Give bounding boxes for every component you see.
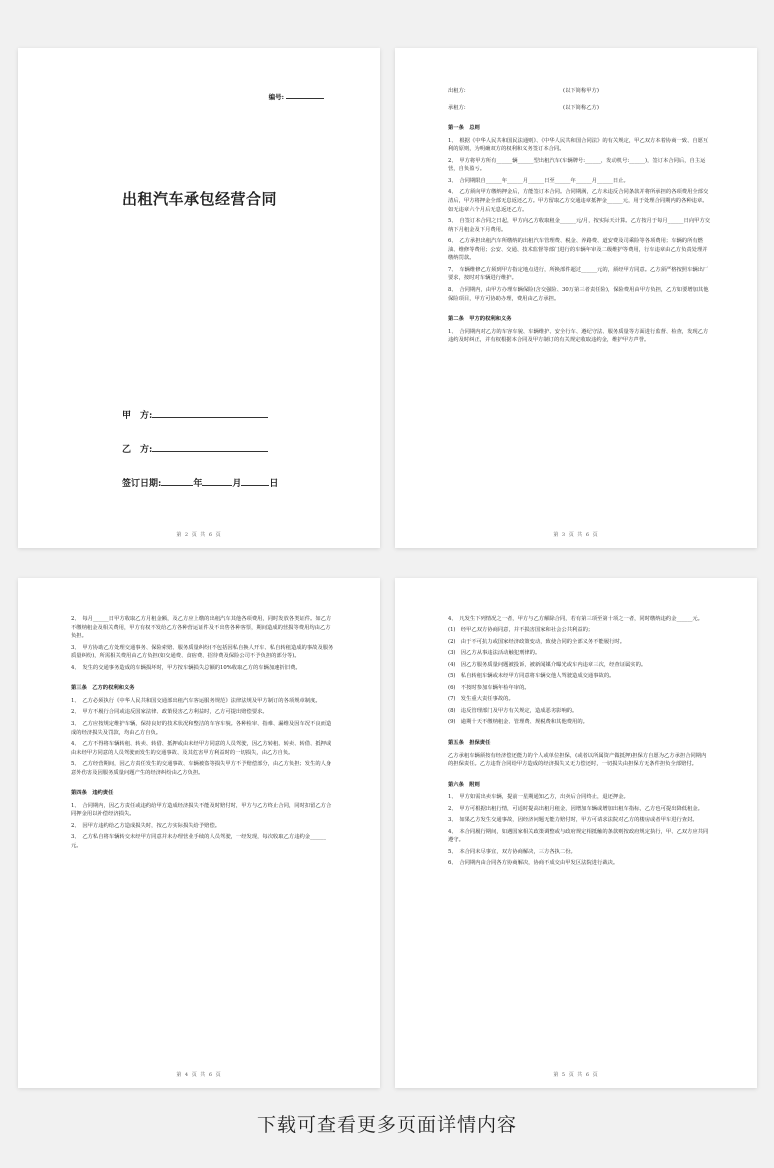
page-footer: 第 2 页 共 6 页 xyxy=(176,532,222,538)
clause: 3、 合同期限自______年______月______日至______年______月______日止。 xyxy=(448,177,629,184)
page-footer: 第 5 页 共 6 页 xyxy=(553,1072,599,1078)
section-heading: 第二条 甲方的权利和义务 xyxy=(448,316,512,323)
list-item: (7) 发生重大责任事故的。 xyxy=(448,696,514,703)
clause: 3、 如果乙方发生交通事故，因经济问题无能力赔付时，甲方可请求法院对乙方的楼房或者甲车进行查封。 xyxy=(448,817,698,824)
clause: 2、 甲方将甲方所有______辆______型出租汽车(车辆牌号:______，发动机号:______)，签订本合同后，自主运营，自负盈亏。 xyxy=(448,157,706,173)
clause: 8、 合同期内，由甲方办理车辆保险(含交强险、30万第三者责任险)，保险费用由甲方负担，乙方如要增加其他保险项目，甲方可协助办理，费用由乙方承担。 xyxy=(448,286,709,302)
clause: 4、 凡发生下列情况之一者，甲方与乙方解除合同，若有第三项至第十项之一者，同时缴纳违约金______元。 xyxy=(448,616,703,622)
clause: 1、 合同期内，因乙方责任或违约给甲方造成经济损失不能及时赔付时，甲方与乙方终止合同，同时扣留乙方合同押金用以补偿经济损失。 xyxy=(71,802,332,818)
party-b-line: 乙 方: xyxy=(122,442,268,455)
clause: 1、 甲方如需出卖车辆，提前一星期通知乙方，出卖后合同终止，退还押金。 xyxy=(448,794,629,801)
page-body xyxy=(71,615,334,853)
page-2 xyxy=(395,48,757,548)
clause: 5、 自签订本合同之日起，甲方向乙方收取租金______元/月，按实际天计算。乙方按月于每月______日向甲方交纳下月租金及下月费用。 xyxy=(448,218,711,233)
clause: 4、 发生的交通事务造成的车辆损坏时，甲方按车辆损失总额的10%收取乙方的车辆加速折旧费。 xyxy=(71,664,301,671)
page-body xyxy=(448,615,711,871)
list-item: (5) 私自转租车辆或未经甲方同意将车辆交他人驾驶造成交通事故的。 xyxy=(448,673,615,680)
clause: 5、 乙方经营期间，因乙方责任发生的交通事故、车辆被盗等损失甲方不予赔偿部分，由乙方负担；发生的人身意外伤害及因服务质量问题产生的经济纠纷由乙方负担。 xyxy=(71,761,332,776)
section-heading: 第一条 总则 xyxy=(448,125,480,132)
section-heading: 第六条 附则 xyxy=(448,781,480,788)
list-item: (2) 由于不可抗力或国家经济政策变动，致使合同的全部义务不能履行时。 xyxy=(448,638,626,645)
party-a-line: 甲 方: xyxy=(122,408,268,421)
download-caption: 下载可查看更多页面详情内容 xyxy=(256,1114,517,1136)
clause: 1、 根据《中华人民共和国民法通则》、《中华人民共和国合同法》的有关规定，甲乙双方本着协商一致、自愿互利的原则，为明确双方的权利和义务签订本合同。 xyxy=(448,137,709,153)
list-item: (9) 逾期十天不缴纳租金、管理费、规税费和其他费用的。 xyxy=(448,719,588,726)
list-item: (6) 不按时参加车辆年检年审的。 xyxy=(448,684,530,691)
lessee-line: 承租方: (以下简称乙方) xyxy=(448,104,599,111)
lessor-line: 出租方: (以下简称甲方) xyxy=(448,88,599,94)
clause: 4、 乙方不得将车辆转租、转卖、转借、抵押或由未经甲方同意的人员驾驶，因乙方转租、转卖、转借、抵押或由未经甲方同意的人员驾驶而发生的交通事故、及其危害甲方利益时的一切损失，由乙方自负。 xyxy=(71,740,332,756)
section-heading: 第五条 担保责任 xyxy=(448,739,491,746)
list-item: (4) 因乙方服务质量问题被投诉，被新闻媒介曝光或车内违章三次，经查证属实的。 xyxy=(448,661,647,668)
clause: 2、 甲方不履行合同或违反国家法律、政策侵害乙方利益时，乙方可提出赔偿要求。 xyxy=(71,709,268,716)
clause: 2、 因甲方违约给乙方造成损失时，按乙方实际损失给予赔偿。 xyxy=(71,822,221,829)
page-body xyxy=(448,87,711,348)
contract-title: 出租汽车承包经营合同 xyxy=(122,190,278,208)
clause: 6、 合同期内由合同各方协商解决，协商不成交由甲发区法院进行裁决。 xyxy=(448,860,619,867)
section-heading: 第四条 违约责任 xyxy=(71,790,114,797)
page-footer: 第 4 页 共 6 页 xyxy=(176,1072,222,1078)
clause: 6、 乙方承担出租汽车所缴纳的出租汽车管理费、税金、养路费、道安费及司乘险等各项费用；车辆的所有燃油、维修等费用；公安、交通、技术监督等部门进行的车辆年审及二级维护等费用，行车违章由乙方负责处理并缴纳罚款。 xyxy=(448,238,708,262)
clause: 7、 车辆维修乙方须到甲方指定地点进行，所换部件超过______元的，须经甲方同意。乙方须严格按照车辆出厂要求，按时对车辆进行维护。 xyxy=(448,266,709,282)
page-footer: 第 3 页 共 6 页 xyxy=(553,532,599,538)
page-4 xyxy=(395,578,757,1088)
clause: 乙方承租车辆须按有经济偿还能力的个人或单位担保，(或者以所属资产做抵押)担保方自愿为乙方承担合同期内的担保责任。乙方违背合同给甲方造成的经济损失又无力偿还时，一切损失由担保方无条件担负全部赔付。 xyxy=(448,752,707,768)
clause: 4、 乙方须向甲方缴纳押金后，方能签订本合同。合同期满，乙方未违反合同条款并将所承担的各项费用全部交清后，甲方将押金全部无息返还乙方。甲方留取乙方交通违章抵押金______元，用于处理合同期内的各种违章。如无违章六个月后无息返还乙方。 xyxy=(448,189,709,213)
sign-date-line: 签订日期: 年 月 日 xyxy=(122,479,279,489)
clause: 2、 甲方可根据出租行情，可适时提高出租月租金，因增加车辆或增加出租车指标，乙方也可提出降低租金。 xyxy=(448,805,703,812)
clause: 5、 本合同未尽事宜，双方协商解决，三方各执二份。 xyxy=(448,848,576,855)
clause: 3、 乙方私自将车辆转交未经甲方同意并未办理营业手续的人员驾驶，一经发现，每次收取乙方违约金______元。 xyxy=(71,834,326,849)
clause: 3、 甲方协助乙方处理交通事务、保险索赔、服务质量纠纷(不包括因私自换人开车、私自转租造成的事故及服务质量纠纷)，所需相关费用由乙方负担(如交通费、食宿费、招待费及保险公司不予负担的部分等)。 xyxy=(71,644,334,660)
number-blank xyxy=(286,98,324,99)
list-item: (8) 违反管理部门及甲方有关规定，造成恶劣影响的。 xyxy=(448,707,578,714)
clause: 2、 每月______日甲方收取乙方月租金额，及乙方应上缴的出租汽车其他各项费用，同时发放各类证件。如乙方不缴纳租金及相关费用，甲方有权不发给乙方各种营运证件及不出售各种客票，期间造成的营损等费用均由乙方负担。 xyxy=(71,616,332,640)
contract-number: 编号: xyxy=(269,92,324,101)
section-heading: 第三条 乙方的权利和义务 xyxy=(71,685,135,692)
list-item: (3) 因乙方从事违法活动触犯刑律的。 xyxy=(448,650,541,657)
clause: 4、 本合同履行期间，如遇国家相关政策调整或与政府规定相抵触的条款则按政府规定执行，甲、乙双方应共同遵守。 xyxy=(448,828,709,844)
page-3 xyxy=(18,578,380,1088)
clause: 1、 乙方必须执行《中华人民共和国交通部出租汽车客运服务规范》法律法规及甲方制订的各项规章制度。 xyxy=(71,697,321,704)
list-item: (1) 经甲乙双方协商同意，并不损害国家和社会公共利益的； xyxy=(448,627,594,634)
clause: 1、 合同期内对乙方的车容车貌、车辆维护、安全行车、遵纪守法、服务质量等方面进行监督、检查，发现乙方违约及时纠正，并有权根据本合同及甲方制订的有关规定收取违约金，维护甲方声誉。 xyxy=(448,328,709,344)
page-cover xyxy=(18,48,380,548)
clause: 3、 乙方应按规定维护车辆，保持良好的技术状况和整洁的车容车貌。各种检审、指难、漏维及因车况不良而造成的经济损失及罚款，均由乙方自负。 xyxy=(71,720,332,736)
